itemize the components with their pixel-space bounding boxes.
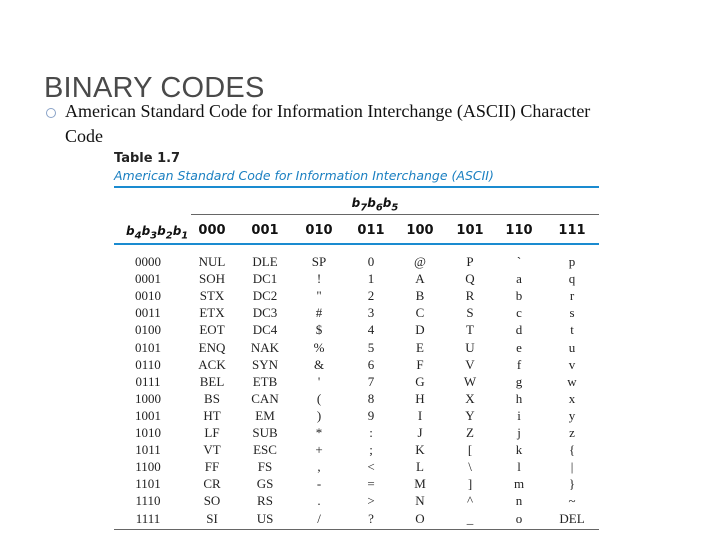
table-cell: U	[465, 339, 475, 355]
table-cell: Y	[465, 407, 475, 423]
table-cell: 8	[367, 390, 375, 406]
table-cell: HT	[203, 407, 221, 423]
row-bits-label: 1000	[135, 390, 161, 406]
table-cell: /	[317, 510, 321, 526]
table-cell: N	[415, 493, 425, 509]
table-cell: 3	[367, 305, 375, 321]
table-cell: ETX	[199, 305, 225, 321]
table-cell: L	[416, 459, 424, 475]
table-cell: G	[415, 373, 425, 389]
table-cell: j	[517, 425, 521, 440]
table-cell: DC4	[252, 322, 278, 338]
table-cell: "	[316, 288, 322, 304]
column-header-010: 010	[305, 223, 333, 238]
table-cell: k	[515, 442, 523, 458]
row-bits-label: 0110	[135, 356, 161, 372]
table-cell: R	[465, 288, 475, 304]
row-bits-label: 0011	[135, 305, 161, 321]
table-cell: u	[568, 339, 576, 355]
row-bits-label: 1010	[135, 425, 161, 440]
bits-group-header: $b_7b_6b_5$	[351, 196, 399, 214]
table-cell: O	[415, 510, 425, 526]
table-cell: t	[570, 322, 574, 338]
table-cell: J	[417, 425, 423, 440]
table-cell: #	[315, 305, 323, 321]
table-caption: American Standard Code for Information Interchange (ASCII)	[114, 168, 494, 183]
table-cell: D	[415, 322, 425, 338]
row-bits-label: 0101	[135, 339, 161, 355]
bullet-circle-icon	[46, 108, 56, 118]
column-header-110: 110	[505, 223, 533, 238]
table-cell: VT	[203, 442, 221, 458]
table-cell: -	[316, 476, 322, 492]
table-cell: EM	[255, 407, 275, 423]
table-cell: M	[414, 476, 426, 492]
table-cell: 1	[367, 271, 375, 287]
table-cell: s	[569, 305, 575, 321]
table-cell: ESC	[253, 442, 277, 458]
table-cell: P	[466, 254, 474, 269]
table-cell: V	[465, 356, 475, 372]
table-cell: ~	[568, 493, 576, 509]
table-cell: LF	[204, 425, 220, 440]
table-cell: d	[515, 322, 523, 338]
table-cell: o	[515, 510, 523, 526]
table-cell: e	[516, 339, 522, 355]
table-top-rule	[114, 186, 599, 188]
row-bits-label: 1001	[135, 407, 161, 423]
row-bits-header: $b_4b_3b_2b_1$	[126, 224, 189, 242]
table-cell: CR	[203, 476, 221, 492]
table-cell: ^	[466, 493, 474, 509]
table-cell: I	[417, 407, 423, 423]
table-bottom-rule	[114, 529, 599, 530]
table-cell: ,	[317, 459, 321, 475]
table-cell: &	[313, 356, 325, 372]
table-cell: ]	[467, 476, 473, 492]
table-cell: )	[316, 407, 322, 423]
table-cell: SP	[311, 254, 327, 269]
table-cell: Z	[466, 425, 474, 440]
table-cell: @	[414, 254, 426, 269]
table-cell: K	[415, 442, 425, 458]
table-number: Table 1.7	[114, 151, 181, 166]
table-cell: _	[466, 510, 474, 526]
table-cell: SI	[206, 510, 218, 526]
table-cell: 9	[367, 407, 375, 423]
table-cell: 0	[367, 254, 375, 269]
table-cell: Q	[465, 271, 475, 287]
table-cell: {	[568, 442, 576, 458]
table-cell: 6	[367, 356, 375, 372]
table-cell: (	[316, 390, 322, 406]
table-cell: %	[313, 339, 325, 355]
row-bits-label: 0000	[135, 254, 161, 269]
table-cell: ?	[368, 510, 374, 526]
table-cell: ACK	[198, 356, 226, 372]
table-cell: NAK	[250, 339, 280, 355]
row-bits-label: 0001	[135, 271, 161, 287]
table-cell: !	[316, 271, 322, 287]
column-header-000: 000	[198, 223, 226, 238]
table-cell: SYN	[251, 356, 278, 372]
table-cell: ETB	[252, 373, 278, 389]
table-cell: FS	[257, 459, 273, 475]
table-cell: h	[515, 390, 523, 406]
table-cell: $	[315, 322, 323, 338]
table-cell: SUB	[252, 425, 278, 440]
table-cell: SOH	[198, 271, 225, 287]
table-cell: CAN	[251, 390, 279, 406]
table-cell: FF	[204, 459, 220, 475]
table-cell: SO	[203, 493, 221, 509]
table-cell: 7	[367, 373, 375, 389]
table-cell: z	[569, 425, 575, 440]
column-header-011: 011	[357, 223, 385, 238]
table-cell: >	[367, 493, 375, 509]
table-cell: }	[568, 476, 576, 492]
table-cell: B	[415, 288, 425, 304]
table-cell: f	[516, 356, 522, 372]
table-cell: q	[568, 271, 576, 287]
row-bits-label: 1011	[135, 442, 161, 458]
table-cell: RS	[257, 493, 273, 509]
row-bits-label: 1100	[135, 459, 161, 475]
table-cell: BS	[204, 390, 220, 406]
table-cell: 2	[367, 288, 375, 304]
bullet-text: American Standard Code for Information Interchange (ASCII) Character Code	[65, 101, 591, 146]
table-cell: GS	[256, 476, 274, 492]
table-cell: c	[516, 305, 522, 321]
table-cell: a	[516, 271, 522, 287]
table-cell: S	[466, 305, 474, 321]
table-cell: +	[315, 442, 323, 458]
table-cell: US	[256, 510, 274, 526]
table-cell: |	[570, 459, 574, 475]
table-cell: `	[516, 254, 522, 269]
table-cell: 4	[367, 322, 375, 338]
table-cell: w	[567, 373, 577, 389]
table-cell: y	[568, 407, 576, 423]
table-cell: n	[515, 493, 523, 509]
column-header-111: 111	[558, 223, 586, 238]
table-cell: DLE	[252, 254, 278, 269]
table-cell: ;	[369, 442, 373, 458]
column-header-001: 001	[251, 223, 279, 238]
table-cell: ENQ	[198, 339, 226, 355]
table-cell: [	[467, 442, 473, 458]
table-cell: DC2	[252, 288, 278, 304]
table-cell: W	[463, 373, 477, 389]
table-cell: A	[415, 271, 425, 287]
bits-group-rule	[191, 214, 599, 215]
table-cell: =	[367, 476, 375, 492]
table-cell: '	[317, 373, 321, 389]
slide-title: BINARY CODES	[44, 72, 265, 104]
row-bits-label: 0010	[135, 288, 161, 304]
table-cell: C	[415, 305, 425, 321]
table-cell: v	[568, 356, 576, 372]
table-cell: X	[465, 390, 475, 406]
table-cell: p	[568, 254, 576, 269]
row-bits-label: 0111	[135, 373, 161, 389]
table-cell: DC3	[252, 305, 278, 321]
table-cell: *	[315, 425, 323, 440]
table-cell: T	[466, 322, 474, 338]
table-cell: \	[468, 459, 472, 475]
column-header-101: 101	[456, 223, 484, 238]
table-cell: x	[568, 390, 576, 406]
column-header-100: 100	[406, 223, 434, 238]
table-cell: m	[513, 476, 525, 492]
table-cell: F	[416, 356, 424, 372]
table-cell: EOT	[199, 322, 225, 338]
table-cell: .	[317, 493, 321, 509]
table-cell: E	[416, 339, 424, 355]
table-cell: r	[569, 288, 575, 304]
table-cell: BEL	[199, 373, 225, 389]
table-cell: STX	[199, 288, 225, 304]
table-cell: g	[515, 373, 523, 389]
row-bits-label: 1101	[135, 476, 161, 492]
table-cell: i	[517, 407, 521, 423]
table-cell: :	[369, 425, 373, 440]
header-rule	[114, 243, 599, 245]
table-cell: 5	[367, 339, 375, 355]
table-cell: <	[367, 459, 375, 475]
row-bits-label: 0100	[135, 322, 161, 338]
table-cell: H	[415, 390, 425, 406]
table-cell: NUL	[198, 254, 226, 269]
table-cell: DC1	[252, 271, 278, 287]
table-cell: b	[515, 288, 523, 304]
row-bits-label: 1111	[135, 510, 161, 526]
table-cell: l	[517, 459, 521, 475]
row-bits-label: 1110	[135, 493, 161, 509]
table-cell: DEL	[559, 510, 585, 526]
